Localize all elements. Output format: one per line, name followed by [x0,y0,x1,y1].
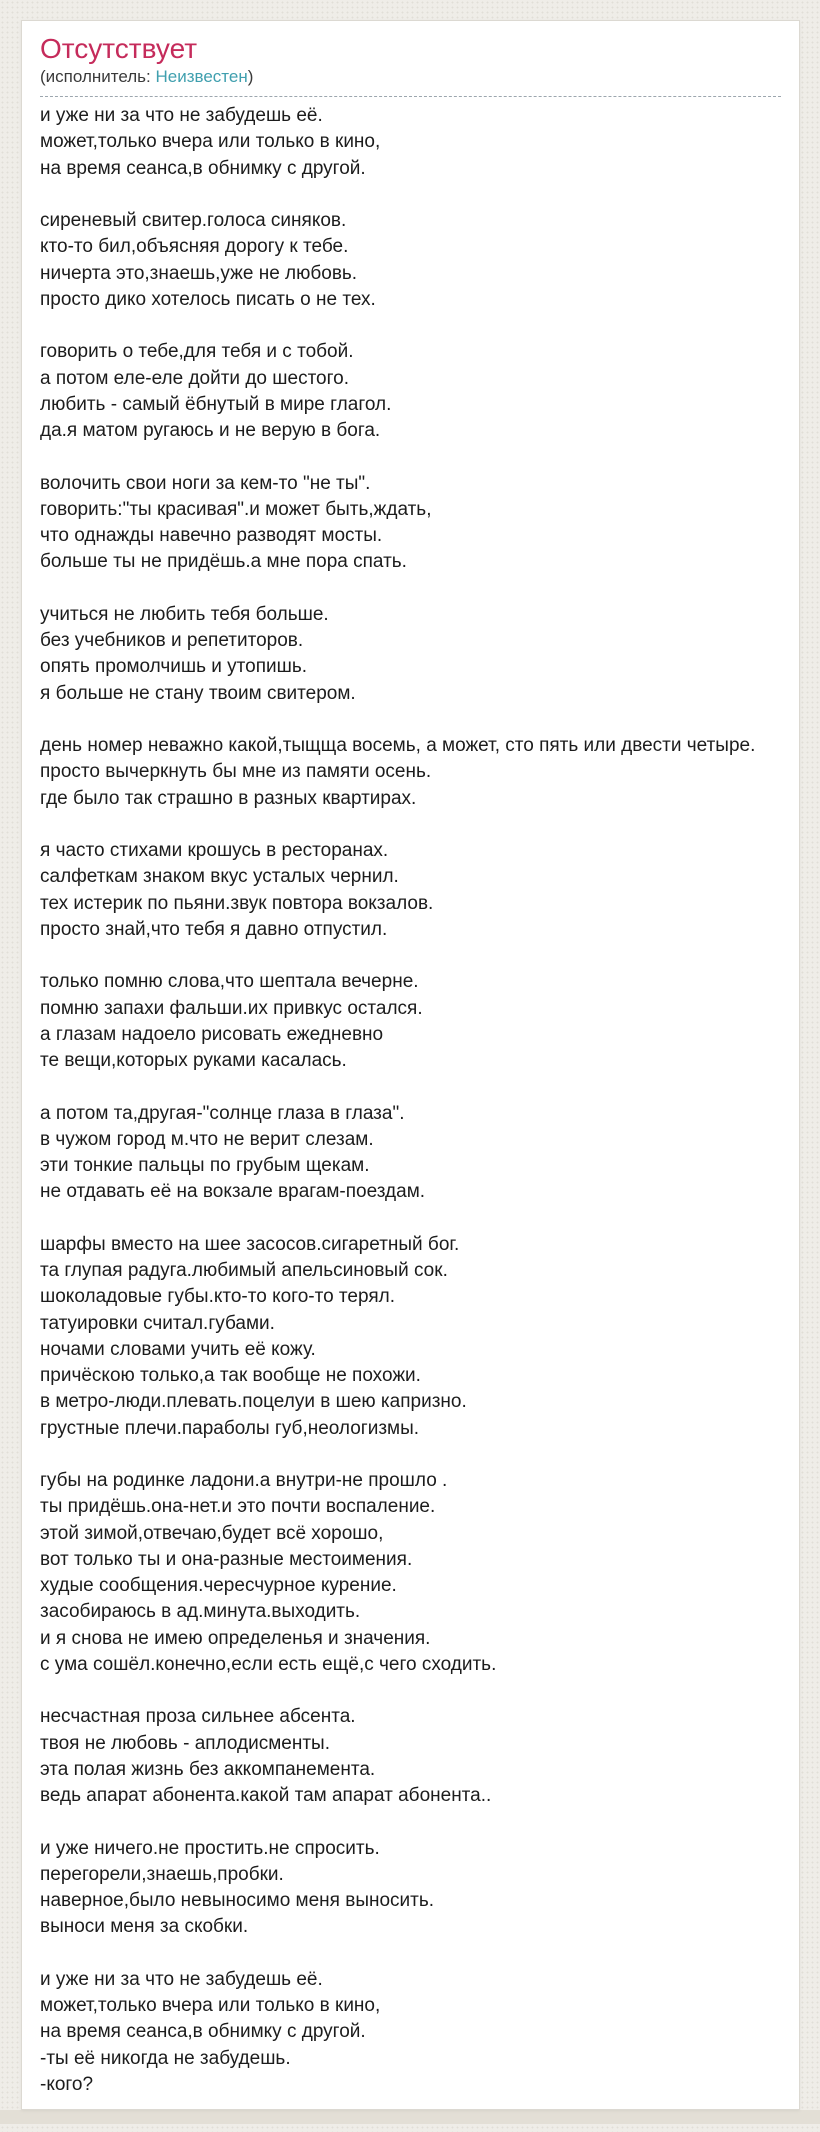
lyric-line: и уже ни за что не забудешь её. [40,105,323,126]
lyric-line: татуировки считал.губами. [40,1312,275,1334]
lyric-line: выноси меня за скобки. [40,1916,249,1938]
lyric-line: опять промолчишь и утопишь. [40,656,308,678]
lyric-line: перегорели,знаешь,пробки. [40,1863,284,1885]
lyric-line: ничерта это,знаешь,уже не любовь. [40,262,358,284]
stanza [40,1967,781,2098]
lyric-line: говорить о тебе,для тебя и с тобой. [40,341,354,363]
lyric-line: что однажды навечно разводят мосты. [40,525,383,546]
lyric-line: шоколадовые губы.кто-то кого-то терял. [40,1286,395,1308]
lyric-line: помню запахи фальши.их привкус остался. [40,997,423,1019]
lyric-line: ты придёшь.она-нет.и это почти воспаление. [40,1496,436,1518]
lyric-line: ночами словами учить её кожу. [40,1338,316,1360]
lyric-line: волочить свои ноги за кем-то "не ты". [40,472,371,494]
lyric-line: учиться не любить тебя больше. [40,603,329,625]
stanza [40,969,781,1074]
lyric-line: -кого? [40,2073,94,2095]
lyric-line: вот только ты и она-разные местоимения. [40,1548,413,1570]
lyrics [40,103,781,2098]
lyric-line: говорить:"ты красивая".и может быть,ждать, [40,498,432,520]
lyric-line: а потом еле-еле дойти до шестого. [40,367,349,389]
lyric-line: просто вычеркнуть бы мне из памяти осень. [40,761,432,783]
stanza [40,602,781,707]
song-title: Отсутствует [40,33,198,64]
lyric-line: засобираюсь в ад.минута.выходить. [40,1601,361,1623]
lyric-line: тех истерик по пьяни.звук повтора вокзалов. [40,892,434,914]
lyric-line: я больше не стану твоим свитером. [40,682,356,704]
lyric-line: кто-то бил,объясняя дорогу к тебе. [40,236,349,258]
lyric-line: худые сообщения.чересчурное курение. [40,1575,397,1596]
lyric-line: салфеткам знаком вкус усталых чернил. [40,866,399,888]
artist-label-close: ) [247,67,254,86]
lyric-line: а глазам надоело рисовать ежедневно [40,1023,384,1045]
lyric-line: те вещи,которых руками касалась. [40,1050,347,1071]
stanza [40,103,781,182]
lyric-line: эта полая жизнь без аккомпанемента. [40,1758,376,1780]
lyric-line: губы на родинке ладони.а внутри-не прошло . [40,1470,448,1491]
lyric-line: день номер неважно какой,тыщща восемь, а может, сто пять или двести четыре. [40,735,756,756]
lyric-line: сиреневый свитер.голоса синяков. [40,210,347,231]
lyric-line: может,только вчера или только в кино, [40,131,381,153]
lyric-line: может,только вчера или только в кино, [40,1995,381,2016]
lyric-line: несчастная проза сильнее абсента. [40,1706,356,1728]
artist-line [40,66,781,97]
lyric-line: эти тонкие пальцы по грубым щекам. [40,1155,370,1176]
lyric-line: на время сеанса,в обнимку с другой. [40,2021,366,2043]
lyric-line: а потом та,другая-"солнце глаза в глаза". [40,1102,405,1124]
lyric-line: с ума сошёл.конечно,если есть ещё,с чего сходить. [40,1653,497,1675]
lyric-line: в метро-люди.плевать.поцелуи в шею капризно. [40,1391,467,1413]
lyric-line: да.я матом ругаюсь и не верую в бога. [40,420,381,441]
stanza [40,1232,781,1442]
lyrics-card [21,20,800,2110]
lyric-line: больше ты не придёшь.а мне пора спать. [40,551,407,573]
artist-label-open: (исполнитель: [40,67,156,86]
lyric-line: просто знай,что тебя я давно отпустил. [40,918,388,940]
lyric-line: на время сеанса,в обнимку с другой. [40,157,366,179]
lyric-line: и уже ни за что не забудешь её. [40,1968,323,1990]
lyric-line: я часто стихами крошусь в ресторанах. [40,840,389,861]
lyric-line: любить - самый ёбнутый в мире глагол. [40,393,392,415]
lyric-line: -ты её никогда не забудешь. [40,2047,291,2069]
lyric-line: только помню слова,что шептала вечерне. [40,971,419,993]
lyric-line: причёскою только,а так вообще не похожи. [40,1365,421,1386]
lyric-line: в чужом город м.что не верит слезам. [40,1128,374,1150]
stanza [40,1468,781,1678]
lyric-line: и я снова не имею определенья и значения. [40,1627,431,1649]
stanza [40,208,781,313]
artist-link[interactable]: Неизвестен [155,67,248,86]
stanza [40,339,781,444]
stanza [40,1836,781,1941]
stanza [40,471,781,576]
stanza [40,1704,781,1809]
stanza [40,1101,781,1206]
lyric-line: где было так страшно в разных квартирах. [40,787,417,809]
lyric-line: наверное,было невыносимо меня выносить. [40,1890,435,1911]
lyric-line: без учебников и репетиторов. [40,630,304,651]
lyric-line: и уже ничего.не простить.не спросить. [40,1837,380,1859]
stanza [40,733,781,812]
lyric-line: ведь апарат абонента.какой там апарат абонента.. [40,1785,492,1806]
lyric-line: этой зимой,отвечаю,будет всё хорошо, [40,1522,384,1544]
lyric-line: твоя не любовь - аплодисменты. [40,1732,330,1754]
lyric-line: грустные плечи.параболы губ,неологизмы. [40,1417,420,1439]
lyric-line: та глупая радуга.любимый апельсиновый сок. [40,1260,448,1281]
lyric-line: просто дико хотелось писать о не тех. [40,288,376,310]
page-background-band [0,2110,820,2124]
stanza [40,838,781,943]
lyric-line: шарфы вместо на шее засосов.сигаретный бог. [40,1233,460,1255]
lyric-line: не отдавать её на вокзале врагам-поездам. [40,1181,426,1203]
